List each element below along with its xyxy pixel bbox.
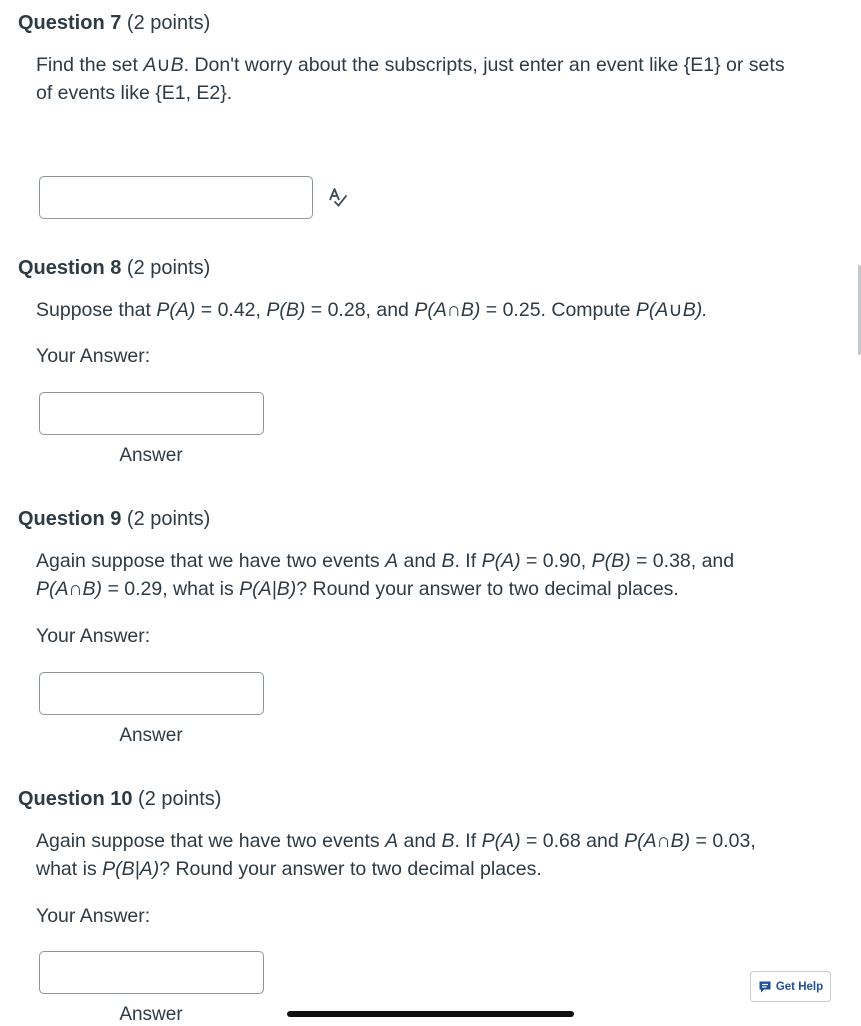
question-8-number: Question 8	[18, 257, 122, 279]
question-7-title	[18, 12, 210, 35]
question-8-your-answer-label: Your Answer:	[36, 345, 151, 367]
question-7-points: (2 points)	[126, 12, 211, 34]
question-9-answer-input[interactable]	[39, 672, 264, 715]
question-9-points: (2 points)	[126, 508, 211, 530]
question-10-text: Again suppose that we have two events A and B. If P(A) = 0.68 and P(A∩B) = 0.03, what is P(B|A)? Round your answer to two decimal places.	[36, 830, 756, 880]
question-8-answer-input[interactable]	[39, 392, 264, 435]
question-9-title	[18, 508, 210, 531]
question-8-answer-caption: Answer	[119, 445, 183, 466]
question-10-your-answer-label: Your Answer:	[36, 905, 151, 927]
question-9-your-answer-label: Your Answer:	[36, 625, 151, 647]
question-9-number: Question 9	[18, 508, 122, 530]
question-10-answer-input[interactable]	[39, 951, 264, 994]
question-10-number: Question 10	[18, 788, 133, 810]
question-10-points: (2 points)	[138, 788, 222, 810]
question-7-text: Find the set A∪B. Don't worry about the subscripts, just enter an event like {E1} or sets of events like {E1, E2}.	[36, 54, 785, 104]
spellcheck-icon[interactable]	[327, 186, 349, 208]
question-9-text: Again suppose that we have two events A and B. If P(A) = 0.90, P(B) = 0.38, and P(A∩B) = 0.29, what is P(A|B)? Round your answer to two decimal places.	[36, 550, 735, 600]
home-indicator	[287, 1011, 574, 1017]
get-help-label: Get Help	[775, 980, 824, 993]
question-9-answer-caption: Answer	[119, 725, 183, 746]
question-8-points: (2 points)	[126, 257, 211, 279]
get-help-button[interactable]	[750, 971, 831, 1002]
question-10-title	[18, 788, 221, 811]
question-7-number: Question 7	[18, 12, 122, 34]
chat-bubble-icon	[758, 980, 772, 994]
question-7-answer-input[interactable]	[39, 176, 313, 219]
question-8-text: Suppose that P(A) = 0.42, P(B) = 0.28, and P(A∩B) = 0.25. Compute P(A∪B).	[36, 299, 708, 321]
question-10-answer-caption: Answer	[119, 1004, 183, 1025]
question-8-title	[18, 257, 210, 280]
